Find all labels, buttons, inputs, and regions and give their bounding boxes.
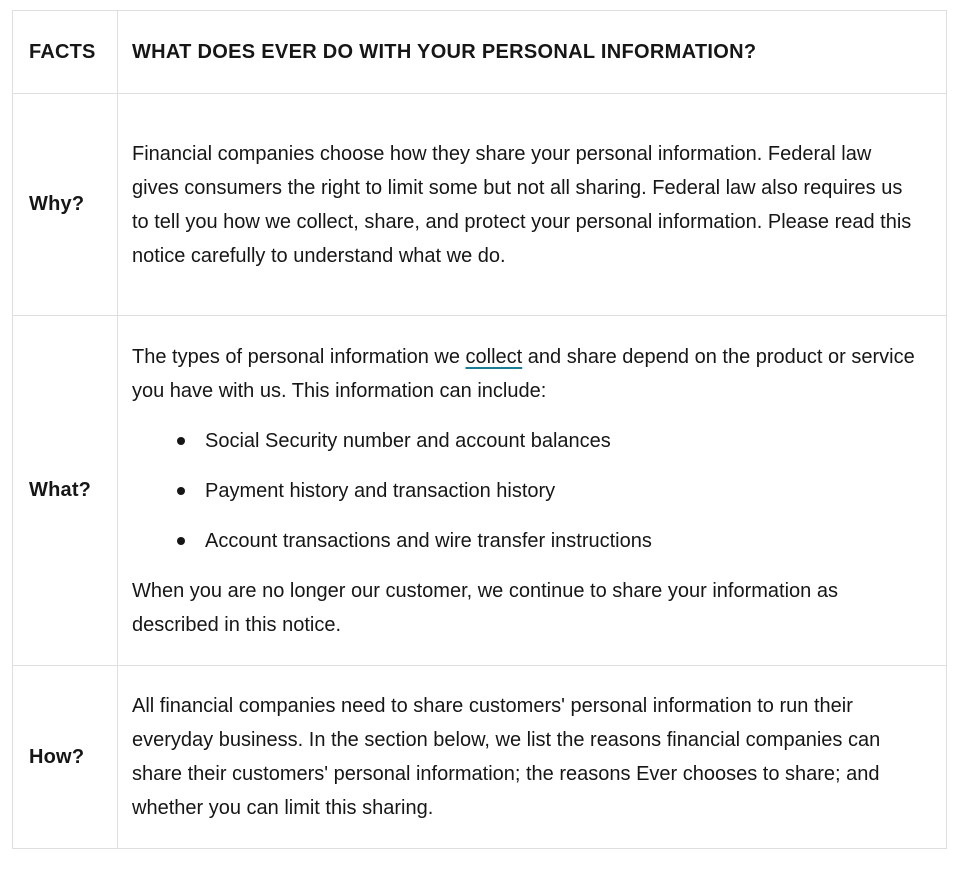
how-paragraph: All financial companies need to share customers' personal information to run their everyday business. In the section below, we list the reasons financial companies can share their customers' personal information; the reasons Ever chooses to share; and whether you can limit this sharing.: [132, 695, 881, 819]
why-paragraph: Financial companies choose how they share your personal information. Federal law gives consumers the right to limit some but not all sharing. Federal law also requires us to tell you how we collect, share, and protect your personal information. Please read this notice carefully to understand what we do.: [132, 142, 912, 267]
what-intro-before: The types of personal information we: [132, 345, 466, 368]
how-content-cell: [118, 666, 947, 849]
row-label-what: What?: [13, 316, 118, 666]
list-item: Payment history and transaction history: [177, 474, 918, 508]
list-item: Account transactions and wire transfer instructions: [177, 524, 918, 558]
row-label-how: How?: [13, 666, 118, 849]
facts-header-cell: FACTS: [13, 11, 118, 94]
what-intro-after: and share depend on the product or service you have with us. This information can include:: [132, 345, 915, 402]
table-row-why: [13, 94, 947, 316]
notice-title: WHAT DOES EVER DO WITH YOUR PERSONAL INFORMATION?: [118, 11, 947, 94]
privacy-facts-table: [12, 10, 947, 849]
collect-link[interactable]: collect: [465, 345, 523, 368]
what-intro-paragraph: [132, 340, 918, 408]
why-content-cell: [118, 94, 947, 316]
what-content-cell: [118, 316, 947, 666]
row-label-why: Why?: [13, 94, 118, 316]
list-item: Social Security number and account balances: [177, 424, 918, 458]
table-header-row: [13, 11, 947, 94]
personal-info-list: [132, 424, 918, 558]
table-row-what: [13, 316, 947, 666]
what-closing-paragraph: When you are no longer our customer, we continue to share your information as described in this notice.: [132, 579, 838, 636]
table-row-how: [13, 666, 947, 849]
